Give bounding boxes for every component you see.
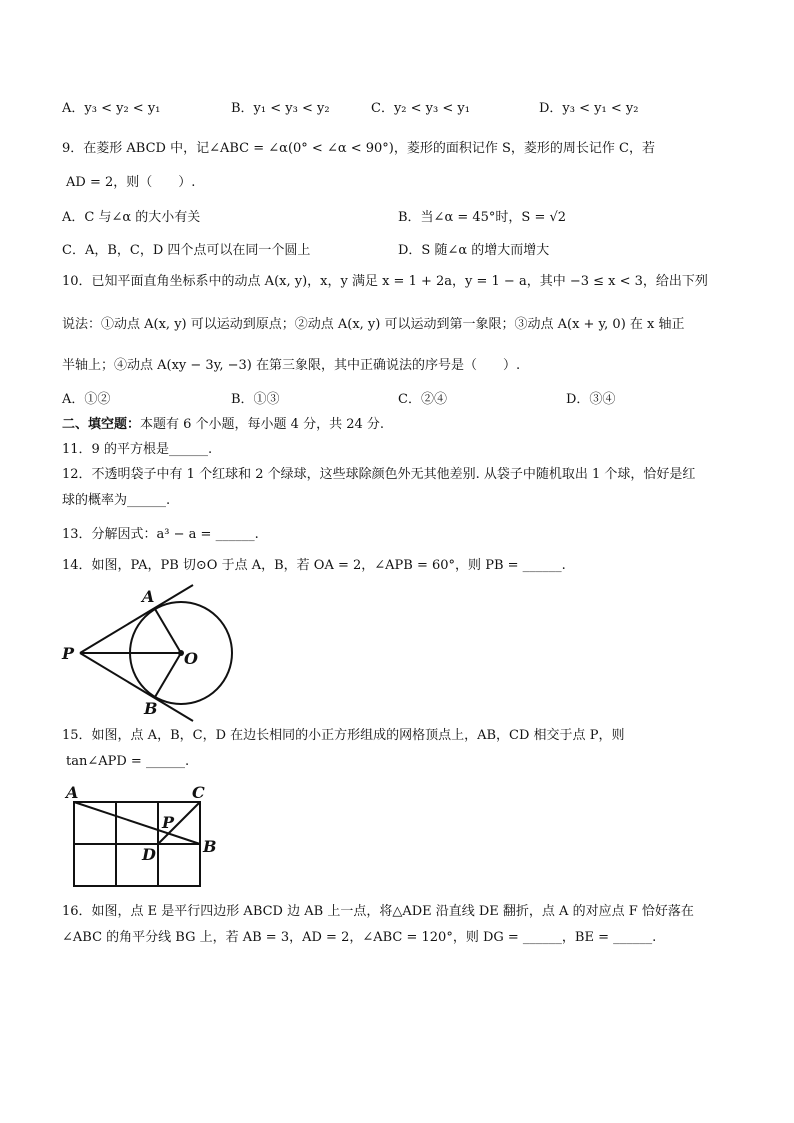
- label-d: D: [142, 845, 156, 864]
- label-c: C: [192, 783, 205, 802]
- q15-line1: 15．如图，点 A，B，C，D 在边长相同的小正方形组成的网格顶点上，AB，CD 相交于点 P，则: [62, 728, 625, 743]
- label-b: B: [144, 699, 158, 718]
- figure-q15: [62, 782, 222, 890]
- figure-q14: [58, 578, 248, 724]
- q8-option-b: B．y₁ < y₃ < y₂: [231, 101, 330, 116]
- q9-stem-line1: 9．在菱形 ABCD 中，记∠ABC = ∠α(0° < ∠α < 90°)，菱形的面积记作 S，菱形的周长记作 C，若: [62, 141, 655, 156]
- label-b: B: [203, 837, 217, 856]
- q8-option-d: D．y₃ < y₁ < y₂: [539, 101, 639, 116]
- q9-option-c: C．A，B，C，D 四个点可以在同一个圆上: [62, 243, 311, 258]
- section-heading: [62, 416, 384, 434]
- label-p: P: [162, 813, 175, 832]
- q11: 11．9 的平方根是______.: [62, 442, 213, 457]
- figure-q14-svg: [58, 578, 248, 724]
- q10-option-a: A．①②: [62, 392, 111, 407]
- label-o: O: [184, 649, 198, 668]
- grid: [74, 802, 200, 886]
- q12-line2: 球的概率为______.: [62, 493, 171, 508]
- q8-option-c: C．y₂ < y₃ < y₁: [371, 101, 470, 116]
- section-description: 本题有 6 个小题，每小题 4 分，共 24 分.: [140, 417, 385, 432]
- q10-option-b: B．①③: [231, 392, 280, 407]
- q10-stem-line2: 说法：①动点 A(x, y) 可以运动到原点；②动点 A(x, y) 可以运动到第一象限；③动点 A(x + y, 0) 在 x 轴正: [62, 317, 685, 332]
- label-a: A: [66, 783, 79, 802]
- q16-line2: ∠ABC 的角平分线 BG 上，若 AB = 3，AD = 2，∠ABC = 120°，则 DG = ______，BE = ______.: [62, 930, 657, 945]
- radius-ob: [155, 653, 181, 697]
- q9-option-d: D．S 随∠α 的增大而增大: [398, 243, 550, 258]
- label-p: P: [62, 644, 75, 663]
- q10-option-c: C．②④: [398, 392, 447, 407]
- segment-ab: [74, 802, 200, 844]
- q15-line2: tan∠APD = ______.: [66, 754, 190, 769]
- q14: 14．如图，PA，PB 切⊙O 于点 A，B，若 OA = 2，∠APB = 60°，则 PB = ______.: [62, 558, 566, 573]
- q12-line1: 12．不透明袋子中有 1 个红球和 2 个绿球，这些球除颜色外无其他差别. 从袋子中随机取出 1 个球，恰好是红: [62, 467, 696, 482]
- q13: 13．分解因式：a³ − a = ______.: [62, 527, 259, 542]
- figure-q15-svg: [62, 782, 222, 890]
- q10-stem-line3: 半轴上；④动点 A(xy − 3y, −3) 在第三象限，其中正确说法的序号是（ ）.: [62, 358, 521, 373]
- label-a: A: [142, 587, 155, 606]
- q10-option-d: D．③④: [566, 392, 616, 407]
- section-title: 二、填空题：: [62, 417, 141, 432]
- q9-option-a: A．C 与∠α 的大小有关: [62, 210, 201, 225]
- q8-option-a: A．y₃ < y₂ < y₁: [62, 101, 161, 116]
- q10-stem-line1: 10．已知平面直角坐标系中的动点 A(x, y)，x，y 满足 x = 1 + 2a，y = 1 − a，其中 −3 ≤ x < 3，给出下列: [62, 274, 708, 289]
- q16-line1: 16．如图，点 E 是平行四边形 ABCD 边 AB 上一点，将△ADE 沿直线 DE 翻折，点 A 的对应点 F 恰好落在: [62, 904, 694, 919]
- q9-stem-line2: AD = 2，则（ ）.: [66, 175, 196, 190]
- radius-oa: [155, 609, 181, 653]
- q9-option-b: B．当∠α = 45°时，S = √2: [398, 210, 567, 225]
